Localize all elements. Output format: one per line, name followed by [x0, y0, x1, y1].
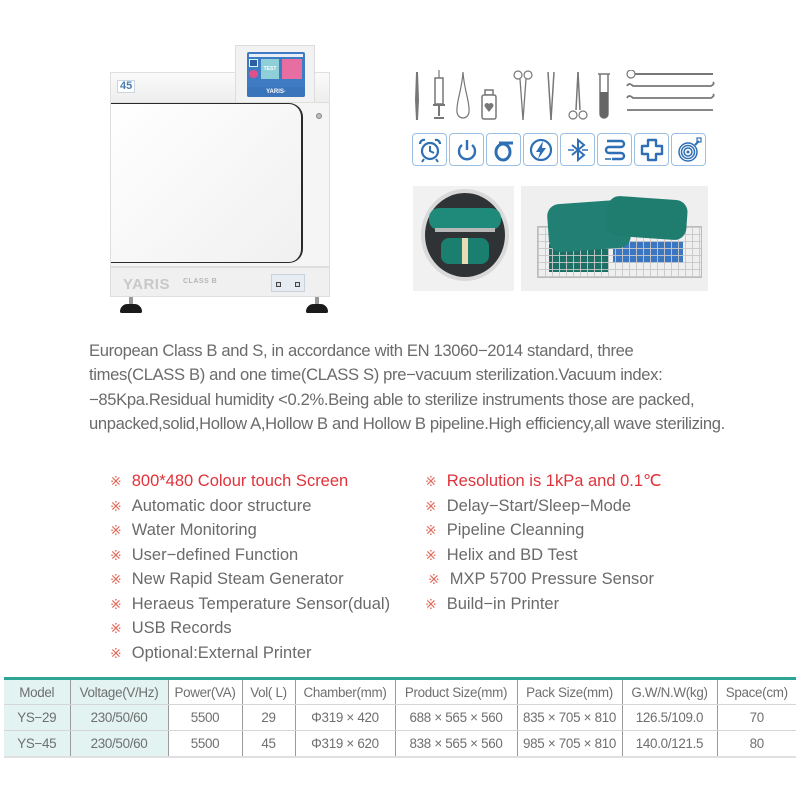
machine-foot	[306, 297, 328, 313]
feature-item: ※ Optional:External Printer	[110, 643, 312, 662]
screen-tile-settings-icon	[249, 70, 258, 78]
usb-ports	[271, 274, 305, 292]
instruments-illustration	[410, 70, 710, 122]
column-header-volume: Vol( L)	[242, 679, 295, 705]
cell-power: 5500	[168, 731, 242, 757]
door-knob-icon	[316, 113, 322, 119]
table-header-row	[4, 679, 796, 705]
feature-item: ※ Build−in Printer	[425, 594, 560, 613]
chamber-photo	[413, 186, 514, 291]
feature-item: ※ Pipeline Cleanning	[425, 521, 585, 539]
column-header-space: Space(cm)	[717, 679, 796, 705]
product-description: European Class B and S, in accordance with EN 13060−2014 standard, three times(CLASS B) and one time(CLASS S) pre−vacuum sterilization.Vacuum index: −85Kpa.Residual humidity <0.2%.Being able to sterilize instruments those are packed, unpacked,solid,Hollow A,Hollow B and Hollow B pipeline.High efficiency,all wave sterilizing.	[89, 341, 725, 434]
column-header-pack-size: Pack Size(mm)	[517, 679, 622, 705]
medical-cross-icon	[634, 133, 669, 166]
feature-item: ※ Resolution is 1kPa and 0.1℃	[425, 472, 662, 490]
bullet-mark-icon: ※	[110, 571, 122, 587]
machine-base	[110, 267, 330, 297]
machine-body	[110, 102, 330, 267]
screen-tile-monitor-icon	[249, 59, 258, 67]
bluetooth-icon	[560, 133, 595, 166]
bullet-mark-icon: ※	[110, 546, 122, 563]
surgical-loop-icon	[454, 70, 472, 122]
feature-icons-row	[412, 133, 706, 166]
cell-space: 80	[717, 731, 796, 757]
bullet-mark-icon: ※	[425, 595, 437, 612]
feature-item: ※ Heraeus Temperature Sensor(dual)	[110, 594, 391, 613]
cell-model: YS−45	[4, 731, 70, 757]
brand-class: CLASS B	[183, 278, 218, 285]
feature-item: ※ Automatic door structure	[110, 496, 312, 515]
specification-table	[4, 677, 796, 758]
cell-pack-size: 835 × 705 × 810	[517, 705, 622, 731]
syringe-icon	[430, 70, 448, 122]
bullet-mark-icon: ※	[425, 473, 437, 489]
bullet-mark-icon: ※	[110, 620, 122, 636]
table-row	[4, 731, 796, 757]
screen-tile-chart-icon	[282, 59, 302, 79]
feature-column-left	[110, 469, 390, 665]
feature-item: ※ USB Records	[110, 619, 232, 637]
autoclave-product-image	[110, 45, 335, 315]
cell-chamber: Φ319 × 420	[295, 705, 395, 731]
touch-screen	[247, 52, 305, 97]
bullet-mark-icon: ※	[110, 522, 122, 538]
spiral-hose-icon	[671, 133, 706, 166]
bullet-mark-icon: ※	[425, 522, 437, 538]
cell-volume: 45	[242, 731, 295, 757]
basket-photo	[521, 186, 708, 291]
cell-weight: 126.5/109.0	[622, 705, 717, 731]
brand-logo: YARIS	[123, 276, 170, 293]
column-header-product-size: Product Size(mm)	[395, 679, 517, 705]
bullet-mark-icon: ※	[428, 571, 440, 587]
feature-item: ※ Helix and BD Test	[425, 545, 578, 564]
cell-space: 70	[717, 705, 796, 731]
bullet-mark-icon: ※	[425, 546, 437, 563]
scissors-icon	[568, 70, 588, 122]
bullet-mark-icon: ※	[110, 595, 122, 612]
cell-pack-size: 985 × 705 × 810	[517, 731, 622, 757]
feature-item: ※ Water Monitoring	[110, 521, 257, 539]
table-row	[4, 705, 796, 731]
cell-product-size: 688 × 565 × 560	[395, 705, 517, 731]
feature-item: ※ Delay−Start/Sleep−Mode	[425, 496, 632, 515]
cell-weight: 140.0/121.5	[622, 731, 717, 757]
port-icon	[276, 282, 281, 287]
forceps-icon	[512, 70, 534, 122]
machine-foot	[120, 297, 142, 313]
dental-probes-icon	[625, 70, 715, 122]
test-tube-icon	[596, 70, 612, 122]
column-header-voltage: Voltage(V/Hz)	[70, 679, 168, 705]
cell-volume: 29	[242, 705, 295, 731]
tweezers-icon	[544, 70, 558, 122]
model-badge: 45	[117, 80, 135, 93]
cell-product-size: 838 × 565 × 560	[395, 731, 517, 757]
scalpel-icon	[412, 70, 422, 122]
column-header-model: Model	[4, 679, 70, 705]
medicine-bottle-icon	[480, 70, 498, 122]
bullet-mark-icon: ※	[110, 473, 122, 489]
column-header-power: Power(VA)	[168, 679, 242, 705]
bullet-mark-icon: ※	[110, 644, 122, 661]
touch-screen-housing	[235, 45, 315, 102]
feature-item: ※ New Rapid Steam Generator	[110, 570, 344, 588]
column-header-weight: G.W/N.W(kg)	[622, 679, 717, 705]
cell-model: YS−29	[4, 705, 70, 731]
cell-power: 5500	[168, 705, 242, 731]
power-icon	[449, 133, 484, 166]
feature-item: ※ User−defined Function	[110, 545, 299, 564]
screen-status-bar	[249, 54, 303, 57]
screen-brand: YARIS·	[247, 87, 305, 97]
column-header-chamber: Chamber(mm)	[295, 679, 395, 705]
cell-voltage: 230/50/60	[70, 731, 168, 757]
pipeline-coil-icon	[597, 133, 632, 166]
feature-item: ※ 800*480 Colour touch Screen	[110, 472, 349, 490]
cell-chamber: Φ319 × 620	[295, 731, 395, 757]
screen-tile-test: TEST	[261, 59, 279, 79]
alarm-clock-icon	[412, 133, 447, 166]
port-icon	[295, 282, 300, 287]
bullet-mark-icon: ※	[425, 497, 437, 514]
machine-door	[111, 103, 303, 263]
lightning-icon	[523, 133, 558, 166]
cell-voltage: 230/50/60	[70, 705, 168, 731]
feature-column-right	[425, 469, 662, 616]
bullet-mark-icon: ※	[110, 497, 122, 514]
feature-item: ※ MXP 5700 Pressure Sensor	[428, 570, 654, 588]
sigma-icon	[486, 133, 521, 166]
